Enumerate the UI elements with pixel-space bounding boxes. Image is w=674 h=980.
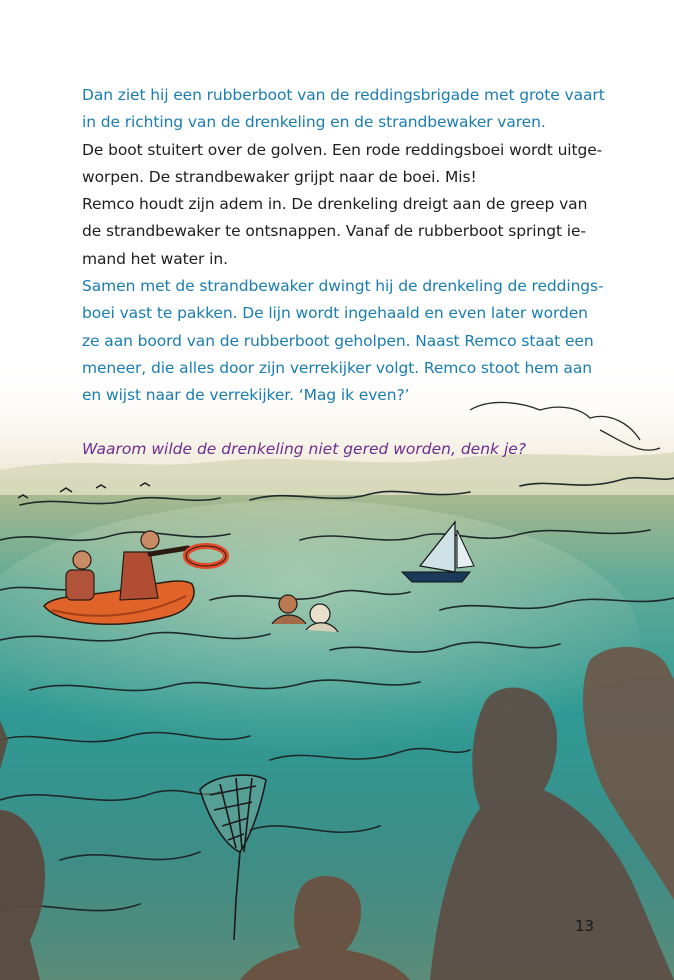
story-line: Dan ziet hij een rubberboot van de reddingsbrigade met grote vaart (82, 86, 605, 104)
story-line: mand het water in. (82, 249, 228, 268)
story-line: meneer, die alles door zijn verrekijker volgt. Remco stoot hem aan (82, 358, 592, 377)
story-text (82, 82, 622, 410)
story-line: ze aan boord van de rubberboot geholpen. Naast Remco staat een (82, 331, 594, 350)
story-line: worpen. De strandbewaker grijpt naar de boei. Mis! (82, 167, 477, 186)
story-line: Samen met de strandbewaker dwingt hij de drenkeling de reddings- (82, 277, 604, 296)
story-line: De boot stuitert over de golven. Een rode reddingsboei wordt uitge- (82, 140, 603, 159)
story-line: de strandbewaker te ontsnappen. Vanaf de rubberboot springt ie- (82, 222, 586, 241)
reflection-question: Waarom wilde de drenkeling niet gered worden, denk je? (82, 440, 527, 458)
story-line: boei vast te pakken. De lijn wordt ingehaald en even later worden (82, 304, 588, 323)
story-line: Remco houdt zijn adem in. De drenkeling dreigt aan de greep van (82, 195, 588, 214)
story-line: en wijst naar de verrekijker. ‘Mag ik even?’ (82, 386, 410, 405)
page-number: 13 (575, 917, 595, 935)
story-line: in de richting van de drenkeling en de strandbewaker varen. (82, 113, 546, 132)
